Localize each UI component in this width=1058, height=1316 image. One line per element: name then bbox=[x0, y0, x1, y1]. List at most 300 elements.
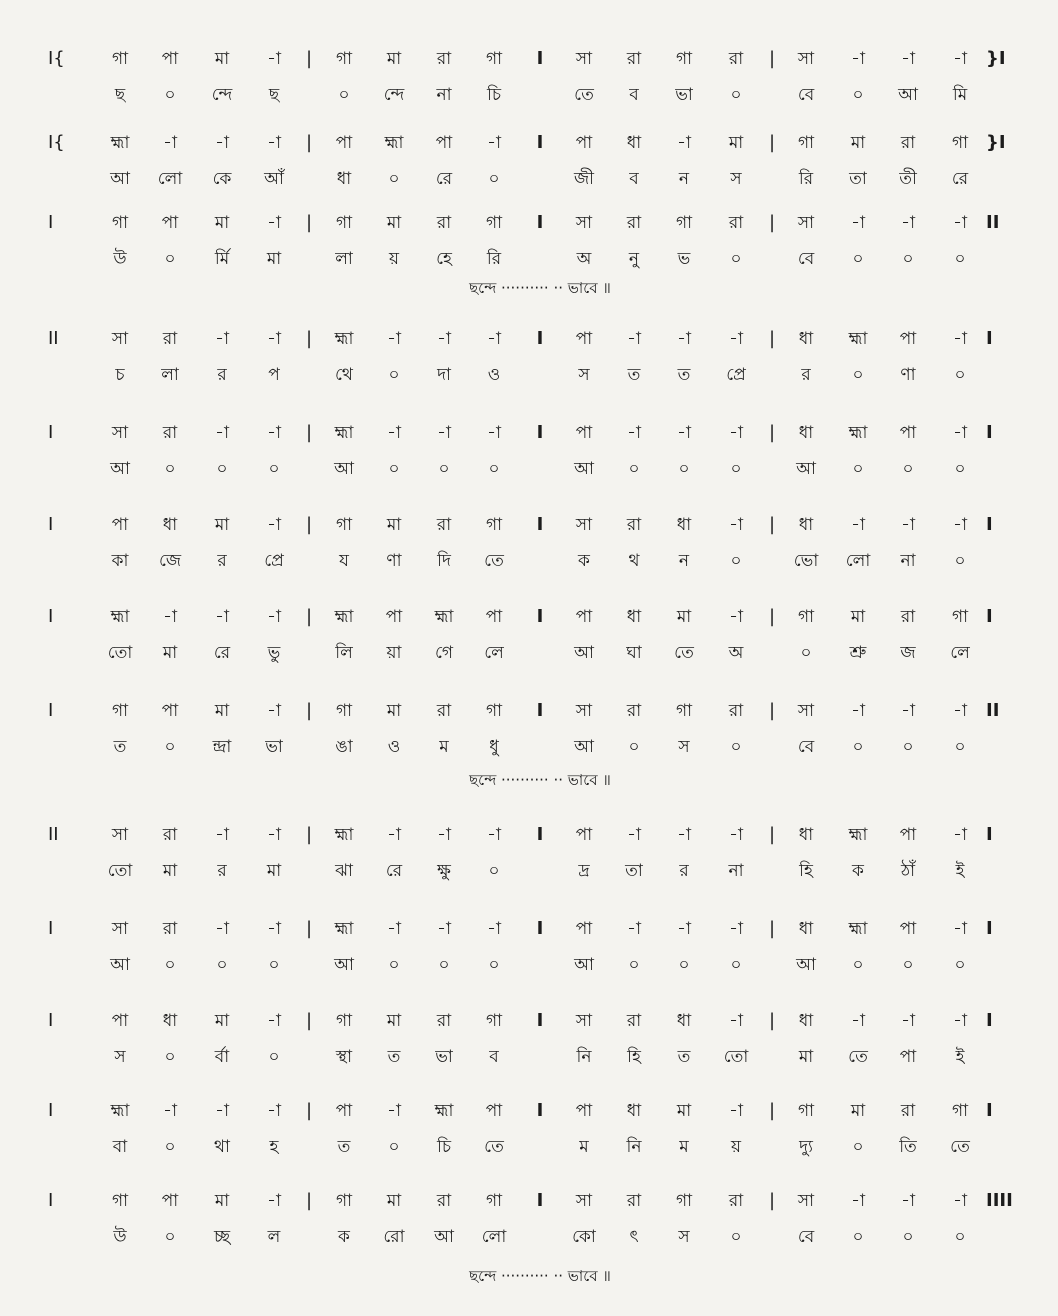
lyric-syllable: ০ bbox=[164, 955, 176, 975]
lyric-syllable: য় bbox=[730, 1137, 741, 1157]
swara-note: পা bbox=[899, 423, 917, 443]
swara-note: পা bbox=[575, 133, 593, 153]
lyric-syllable: ০ bbox=[902, 1227, 914, 1247]
swara-note: সা bbox=[575, 213, 593, 233]
lyric-syllable: ০ bbox=[730, 551, 742, 571]
lyric-syllable: উ bbox=[113, 249, 127, 269]
lyric-syllable: ০ bbox=[902, 249, 914, 269]
swara-note: -া bbox=[163, 1101, 177, 1121]
lyric-syllable: মা bbox=[266, 249, 282, 269]
swara-note: -া bbox=[851, 49, 865, 69]
lyric-syllable: ০ bbox=[852, 1137, 864, 1157]
lyric-syllable: স bbox=[578, 365, 590, 385]
swara-note: হ্মা bbox=[110, 133, 130, 153]
swara-note: রা bbox=[728, 49, 744, 69]
swara-note: পা bbox=[485, 1101, 503, 1121]
swara-note: গা bbox=[111, 213, 129, 233]
swara-note: -া bbox=[953, 329, 967, 349]
swara-note: -া bbox=[387, 423, 401, 443]
notation-row bbox=[0, 824, 1058, 888]
lyric-syllable: র্বা bbox=[214, 1047, 230, 1067]
row-start-bar: I bbox=[48, 1010, 54, 1031]
lyric-syllable: কে bbox=[212, 169, 232, 189]
bar-line: | bbox=[768, 606, 776, 627]
lyric-syllable: কো bbox=[572, 1227, 596, 1247]
bar-line: | bbox=[768, 700, 776, 721]
lyric-syllable: ক্ষু bbox=[437, 861, 451, 881]
lyric-syllable: ০ bbox=[488, 169, 500, 189]
lyric-syllable: লো bbox=[481, 1227, 507, 1247]
lyric-syllable: রি bbox=[486, 249, 502, 269]
lyric-syllable: রে bbox=[951, 169, 969, 189]
swara-note: -া bbox=[487, 919, 501, 939]
swara-note: -া bbox=[729, 329, 743, 349]
swara-note: হ্মা bbox=[334, 607, 354, 627]
swara-note: মা bbox=[214, 49, 230, 69]
swara-note: হ্মা bbox=[334, 825, 354, 845]
row-start-bar: II bbox=[48, 824, 59, 845]
lyric-syllable: মা bbox=[162, 643, 178, 663]
swara-note: মা bbox=[850, 1101, 866, 1121]
swara-note: গা bbox=[675, 701, 693, 721]
swara-note: রা bbox=[436, 1011, 452, 1031]
bar-line: | bbox=[305, 212, 313, 233]
lyric-syllable: ধু bbox=[489, 737, 499, 757]
swara-note: -া bbox=[487, 423, 501, 443]
notation-row bbox=[0, 1010, 1058, 1074]
lyric-syllable: পা bbox=[899, 1047, 917, 1067]
lyric-syllable: ০ bbox=[730, 1227, 742, 1247]
swara-note: ধা bbox=[676, 1011, 692, 1031]
bar-line: | bbox=[768, 212, 776, 233]
lyric-syllable: লা bbox=[335, 249, 353, 269]
swara-note: -া bbox=[215, 825, 229, 845]
swara-note: ধা bbox=[676, 515, 692, 535]
lyric-syllable: তে bbox=[484, 1137, 504, 1157]
swara-note: -া bbox=[267, 329, 281, 349]
lyric-syllable: আ bbox=[574, 737, 594, 757]
bar-line: | bbox=[768, 824, 776, 845]
lyric-syllable: ৎ bbox=[629, 1227, 639, 1247]
swara-note: মা bbox=[386, 213, 402, 233]
notation-row bbox=[0, 1100, 1058, 1164]
row-start-bar: I bbox=[48, 700, 54, 721]
lyric-syllable: য় bbox=[388, 249, 399, 269]
swara-note: রা bbox=[900, 133, 916, 153]
lyric-syllable: রো bbox=[383, 1227, 405, 1247]
swara-note: পা bbox=[161, 213, 179, 233]
bar-line: | bbox=[768, 48, 776, 69]
lyric-syllable: আ bbox=[796, 459, 816, 479]
lyric-syllable: ০ bbox=[164, 737, 176, 757]
lyric-syllable: ঙা bbox=[335, 737, 353, 757]
lyric-syllable: ০ bbox=[954, 737, 966, 757]
swara-note: -া bbox=[729, 607, 743, 627]
swara-note: গা bbox=[335, 49, 353, 69]
lyric-syllable: ত bbox=[337, 1137, 351, 1157]
lyric-syllable: ০ bbox=[954, 955, 966, 975]
swara-note: -া bbox=[387, 825, 401, 845]
lyric-syllable: স bbox=[114, 1047, 126, 1067]
lyric-syllable: ভা bbox=[675, 85, 693, 105]
lyric-syllable: ঝা bbox=[335, 861, 353, 881]
lyric-syllable: ম bbox=[579, 1137, 589, 1157]
swara-note: -া bbox=[677, 133, 691, 153]
swara-note: -া bbox=[851, 701, 865, 721]
swara-note: রা bbox=[436, 1191, 452, 1211]
lyric-syllable: তো bbox=[107, 643, 133, 663]
lyric-syllable: থে bbox=[335, 365, 353, 385]
row-end-bar: I bbox=[986, 514, 993, 535]
swara-note: -া bbox=[267, 701, 281, 721]
lyric-syllable: দ্র bbox=[578, 861, 590, 881]
swara-note: মা bbox=[850, 133, 866, 153]
swara-note: পা bbox=[899, 825, 917, 845]
notation-row bbox=[0, 48, 1058, 112]
lyric-syllable: ০ bbox=[902, 737, 914, 757]
lyric-syllable: ক bbox=[338, 1227, 350, 1247]
bar-line: I bbox=[536, 606, 544, 627]
lyric-syllable: থ bbox=[628, 551, 640, 571]
lyric-syllable: ০ bbox=[388, 955, 400, 975]
bar-line: I bbox=[536, 824, 544, 845]
lyric-syllable: লে bbox=[950, 643, 970, 663]
lyric-syllable: কা bbox=[111, 551, 129, 571]
swara-note: -া bbox=[953, 213, 967, 233]
lyric-syllable: ব bbox=[629, 85, 639, 105]
lyric-syllable: ০ bbox=[268, 955, 280, 975]
lyric-syllable: ০ bbox=[388, 365, 400, 385]
swara-note: -া bbox=[953, 701, 967, 721]
bar-line: I bbox=[536, 700, 544, 721]
bar-line: | bbox=[768, 132, 776, 153]
swara-note: পা bbox=[111, 1011, 129, 1031]
lyric-syllable: লে bbox=[484, 643, 504, 663]
swara-note: সা bbox=[111, 919, 129, 939]
swara-note: মা bbox=[386, 1191, 402, 1211]
swara-note: ধা bbox=[626, 133, 642, 153]
lyric-syllable: র্মি bbox=[214, 249, 230, 269]
lyric-syllable: প্রে bbox=[726, 365, 746, 385]
swara-note: সা bbox=[575, 701, 593, 721]
lyric-syllable: ০ bbox=[852, 365, 864, 385]
section-separator: ছন্দে ·········· ·· ভাবে ॥ bbox=[469, 1267, 611, 1285]
lyric-syllable: য়া bbox=[386, 643, 402, 663]
swara-note: ধা bbox=[798, 423, 814, 443]
swara-note: গা bbox=[675, 49, 693, 69]
row-end-bar: I bbox=[986, 1010, 993, 1031]
swara-note: সা bbox=[575, 49, 593, 69]
bar-line: | bbox=[768, 514, 776, 535]
bar-line: | bbox=[768, 918, 776, 939]
swara-note: গা bbox=[485, 515, 503, 535]
row-end-bar: I bbox=[986, 328, 993, 349]
notation-row bbox=[0, 1190, 1058, 1254]
swara-note: মা bbox=[728, 133, 744, 153]
bar-line: | bbox=[305, 606, 313, 627]
swara-note: হ্মা bbox=[334, 919, 354, 939]
swara-note: পা bbox=[111, 515, 129, 535]
swara-note: রা bbox=[728, 1191, 744, 1211]
lyric-syllable: চ bbox=[115, 365, 125, 385]
bar-line: | bbox=[768, 1010, 776, 1031]
lyric-syllable: ০ bbox=[954, 459, 966, 479]
bar-line: | bbox=[768, 1100, 776, 1121]
lyric-syllable: মা bbox=[266, 861, 282, 881]
bar-line: | bbox=[305, 1010, 313, 1031]
lyric-syllable: র bbox=[217, 365, 227, 385]
swara-note: মা bbox=[850, 607, 866, 627]
swara-note: -া bbox=[729, 919, 743, 939]
lyric-syllable: ০ bbox=[338, 85, 350, 105]
swara-note: গা bbox=[485, 1191, 503, 1211]
lyric-syllable: জে bbox=[158, 551, 182, 571]
swara-note: গা bbox=[951, 133, 969, 153]
swara-note: রা bbox=[626, 701, 642, 721]
swara-note: -া bbox=[487, 825, 501, 845]
swara-note: -া bbox=[215, 329, 229, 349]
swara-note: হ্মা bbox=[334, 329, 354, 349]
lyric-syllable: আ bbox=[574, 955, 594, 975]
swara-note: সা bbox=[575, 1191, 593, 1211]
swara-note: ধা bbox=[798, 329, 814, 349]
row-start-bar: I{ bbox=[48, 48, 65, 69]
bar-line: I bbox=[536, 422, 544, 443]
swara-note: -া bbox=[851, 515, 865, 535]
swara-note: -া bbox=[677, 825, 691, 845]
swara-note: -া bbox=[267, 1191, 281, 1211]
swara-note: -া bbox=[953, 515, 967, 535]
lyric-syllable: ল bbox=[267, 1227, 281, 1247]
lyric-syllable: চি bbox=[486, 85, 502, 105]
bar-line: I bbox=[536, 918, 544, 939]
lyric-syllable: ত bbox=[677, 365, 691, 385]
notation-row bbox=[0, 514, 1058, 578]
lyric-syllable: তো bbox=[107, 861, 133, 881]
lyric-syllable: ০ bbox=[730, 459, 742, 479]
swara-note: -া bbox=[215, 133, 229, 153]
lyric-syllable: রে bbox=[213, 643, 231, 663]
lyric-syllable: ভা bbox=[265, 737, 283, 757]
swara-note: -া bbox=[163, 607, 177, 627]
swara-note: গা bbox=[797, 607, 815, 627]
swara-note: হ্মা bbox=[110, 607, 130, 627]
swara-note: রা bbox=[436, 213, 452, 233]
swara-note: মা bbox=[386, 49, 402, 69]
bar-line: I bbox=[536, 48, 544, 69]
lyric-syllable: না bbox=[728, 861, 744, 881]
swara-note: পা bbox=[335, 133, 353, 153]
lyric-syllable: থা bbox=[214, 1137, 230, 1157]
swara-note: -া bbox=[953, 49, 967, 69]
lyric-syllable: ০ bbox=[164, 1227, 176, 1247]
swara-note: গা bbox=[485, 701, 503, 721]
lyric-syllable: আ bbox=[434, 1227, 454, 1247]
swara-note: -া bbox=[729, 423, 743, 443]
swara-note: পা bbox=[575, 329, 593, 349]
swara-note: -া bbox=[215, 1101, 229, 1121]
lyric-syllable: ০ bbox=[852, 1227, 864, 1247]
lyric-syllable: ছ bbox=[114, 85, 126, 105]
swara-note: -া bbox=[267, 1011, 281, 1031]
lyric-syllable: তে bbox=[574, 85, 594, 105]
lyric-syllable: ত bbox=[387, 1047, 401, 1067]
lyric-syllable: ০ bbox=[954, 551, 966, 571]
lyric-syllable: দা bbox=[437, 365, 451, 385]
swara-note: হ্মা bbox=[110, 1101, 130, 1121]
swara-note: পা bbox=[161, 49, 179, 69]
lyric-syllable: না bbox=[436, 85, 452, 105]
swara-note: গা bbox=[951, 1101, 969, 1121]
swara-note: -া bbox=[851, 213, 865, 233]
swara-note: হ্মা bbox=[434, 607, 454, 627]
lyric-syllable: হ bbox=[269, 1137, 279, 1157]
swara-note: রা bbox=[162, 423, 178, 443]
lyric-syllable: মা bbox=[798, 1047, 814, 1067]
lyric-syllable: ০ bbox=[852, 459, 864, 479]
bar-line: I bbox=[536, 132, 544, 153]
swara-note: মা bbox=[676, 607, 692, 627]
lyric-syllable: আ bbox=[796, 955, 816, 975]
swara-note: ধা bbox=[162, 1011, 178, 1031]
lyric-syllable: চি bbox=[436, 1137, 452, 1157]
lyric-syllable: হে bbox=[436, 249, 452, 269]
swara-note: রা bbox=[626, 1191, 642, 1211]
swara-note: -া bbox=[627, 329, 641, 349]
lyric-syllable: ০ bbox=[628, 737, 640, 757]
section-separator: ছন্দে ·········· ·· ভাবে ॥ bbox=[469, 771, 611, 789]
swara-note: -া bbox=[215, 423, 229, 443]
row-end-bar: }I bbox=[986, 132, 1006, 153]
lyric-syllable: আ bbox=[110, 955, 130, 975]
swara-note: -া bbox=[851, 1191, 865, 1211]
row-end-bar: I bbox=[986, 918, 993, 939]
swara-note: -া bbox=[387, 1101, 401, 1121]
swara-note: রা bbox=[162, 825, 178, 845]
lyric-syllable: র bbox=[801, 365, 811, 385]
lyric-syllable: তে bbox=[950, 1137, 970, 1157]
lyric-syllable: স bbox=[678, 1227, 690, 1247]
swara-note: -া bbox=[215, 607, 229, 627]
lyric-syllable: ০ bbox=[216, 459, 228, 479]
lyric-syllable: ছ bbox=[268, 85, 280, 105]
swara-note: -া bbox=[901, 701, 915, 721]
lyric-syllable: ভ bbox=[677, 249, 691, 269]
swara-note: গা bbox=[335, 213, 353, 233]
lyric-syllable: মি bbox=[952, 85, 968, 105]
lyric-syllable: আ bbox=[898, 85, 918, 105]
swara-note: পা bbox=[575, 423, 593, 443]
bar-line: | bbox=[305, 1100, 313, 1121]
row-end-bar: I bbox=[986, 824, 993, 845]
lyric-syllable: ও bbox=[387, 737, 401, 757]
lyric-syllable: ০ bbox=[852, 955, 864, 975]
lyric-syllable: রে bbox=[385, 861, 403, 881]
lyric-syllable: আ bbox=[110, 169, 130, 189]
swara-note: -া bbox=[627, 423, 641, 443]
lyric-syllable: ০ bbox=[902, 459, 914, 479]
lyric-syllable: ব bbox=[489, 1047, 499, 1067]
swara-note: গা bbox=[335, 1191, 353, 1211]
lyric-syllable: ভা bbox=[435, 1047, 453, 1067]
swara-note: গা bbox=[335, 515, 353, 535]
swara-note: রা bbox=[900, 607, 916, 627]
lyric-syllable: ০ bbox=[800, 643, 812, 663]
swara-note: রা bbox=[436, 515, 452, 535]
bar-line: I bbox=[536, 514, 544, 535]
swara-note: গা bbox=[111, 1191, 129, 1211]
row-start-bar: I bbox=[48, 918, 54, 939]
swara-note: -া bbox=[729, 1011, 743, 1031]
swara-note: মা bbox=[386, 701, 402, 721]
bar-line: | bbox=[305, 132, 313, 153]
swara-note: মা bbox=[214, 701, 230, 721]
notation-row bbox=[0, 422, 1058, 486]
swara-note: হ্মা bbox=[848, 825, 868, 845]
row-end-bar: I bbox=[986, 1100, 993, 1121]
lyric-syllable: ত bbox=[677, 1047, 691, 1067]
swara-note: সা bbox=[111, 423, 129, 443]
lyric-syllable: আ bbox=[110, 459, 130, 479]
swara-note: হ্মা bbox=[848, 919, 868, 939]
lyric-syllable: ন্দে bbox=[211, 85, 233, 105]
bar-line: | bbox=[305, 1190, 313, 1211]
swara-note: -া bbox=[677, 423, 691, 443]
swara-note: -া bbox=[901, 213, 915, 233]
swara-note: হ্মা bbox=[848, 329, 868, 349]
notation-row bbox=[0, 328, 1058, 392]
swara-note: পা bbox=[485, 607, 503, 627]
swara-note: রা bbox=[626, 515, 642, 535]
lyric-syllable: ০ bbox=[678, 955, 690, 975]
lyric-syllable: ০ bbox=[438, 955, 450, 975]
lyric-syllable: বে bbox=[797, 85, 815, 105]
swara-note: রা bbox=[728, 213, 744, 233]
swara-note: সা bbox=[797, 49, 815, 69]
row-end-bar: II bbox=[986, 700, 1000, 721]
swara-note: রা bbox=[436, 701, 452, 721]
lyric-syllable: বে bbox=[797, 249, 815, 269]
swara-note: -া bbox=[487, 329, 501, 349]
lyric-syllable: না bbox=[900, 551, 916, 571]
swara-note: -া bbox=[953, 1191, 967, 1211]
lyric-syllable: ০ bbox=[954, 1227, 966, 1247]
swara-note: -া bbox=[387, 329, 401, 349]
lyric-syllable: লো bbox=[845, 551, 871, 571]
section-separator: ছন্দে ·········· ·· ভাবে ॥ bbox=[469, 279, 611, 297]
swara-note: গা bbox=[111, 49, 129, 69]
lyric-syllable: বে bbox=[797, 737, 815, 757]
bar-line: I bbox=[536, 328, 544, 349]
row-start-bar: II bbox=[48, 328, 59, 349]
swara-note: -া bbox=[267, 919, 281, 939]
lyric-syllable: ব bbox=[629, 169, 639, 189]
swara-note: -া bbox=[677, 329, 691, 349]
swara-note: -া bbox=[267, 49, 281, 69]
swara-note: হ্মা bbox=[848, 423, 868, 443]
lyric-syllable: র bbox=[217, 551, 227, 571]
swara-note: মা bbox=[214, 1011, 230, 1031]
lyric-syllable: ০ bbox=[730, 85, 742, 105]
swara-note: সা bbox=[575, 1011, 593, 1031]
lyric-syllable: আ bbox=[334, 955, 354, 975]
lyric-syllable: তি bbox=[899, 1137, 917, 1157]
lyric-syllable: ০ bbox=[628, 955, 640, 975]
lyric-syllable: ০ bbox=[902, 955, 914, 975]
swara-note: ধা bbox=[626, 1101, 642, 1121]
row-end-bar: }I bbox=[986, 48, 1006, 69]
swara-note: রা bbox=[900, 1101, 916, 1121]
